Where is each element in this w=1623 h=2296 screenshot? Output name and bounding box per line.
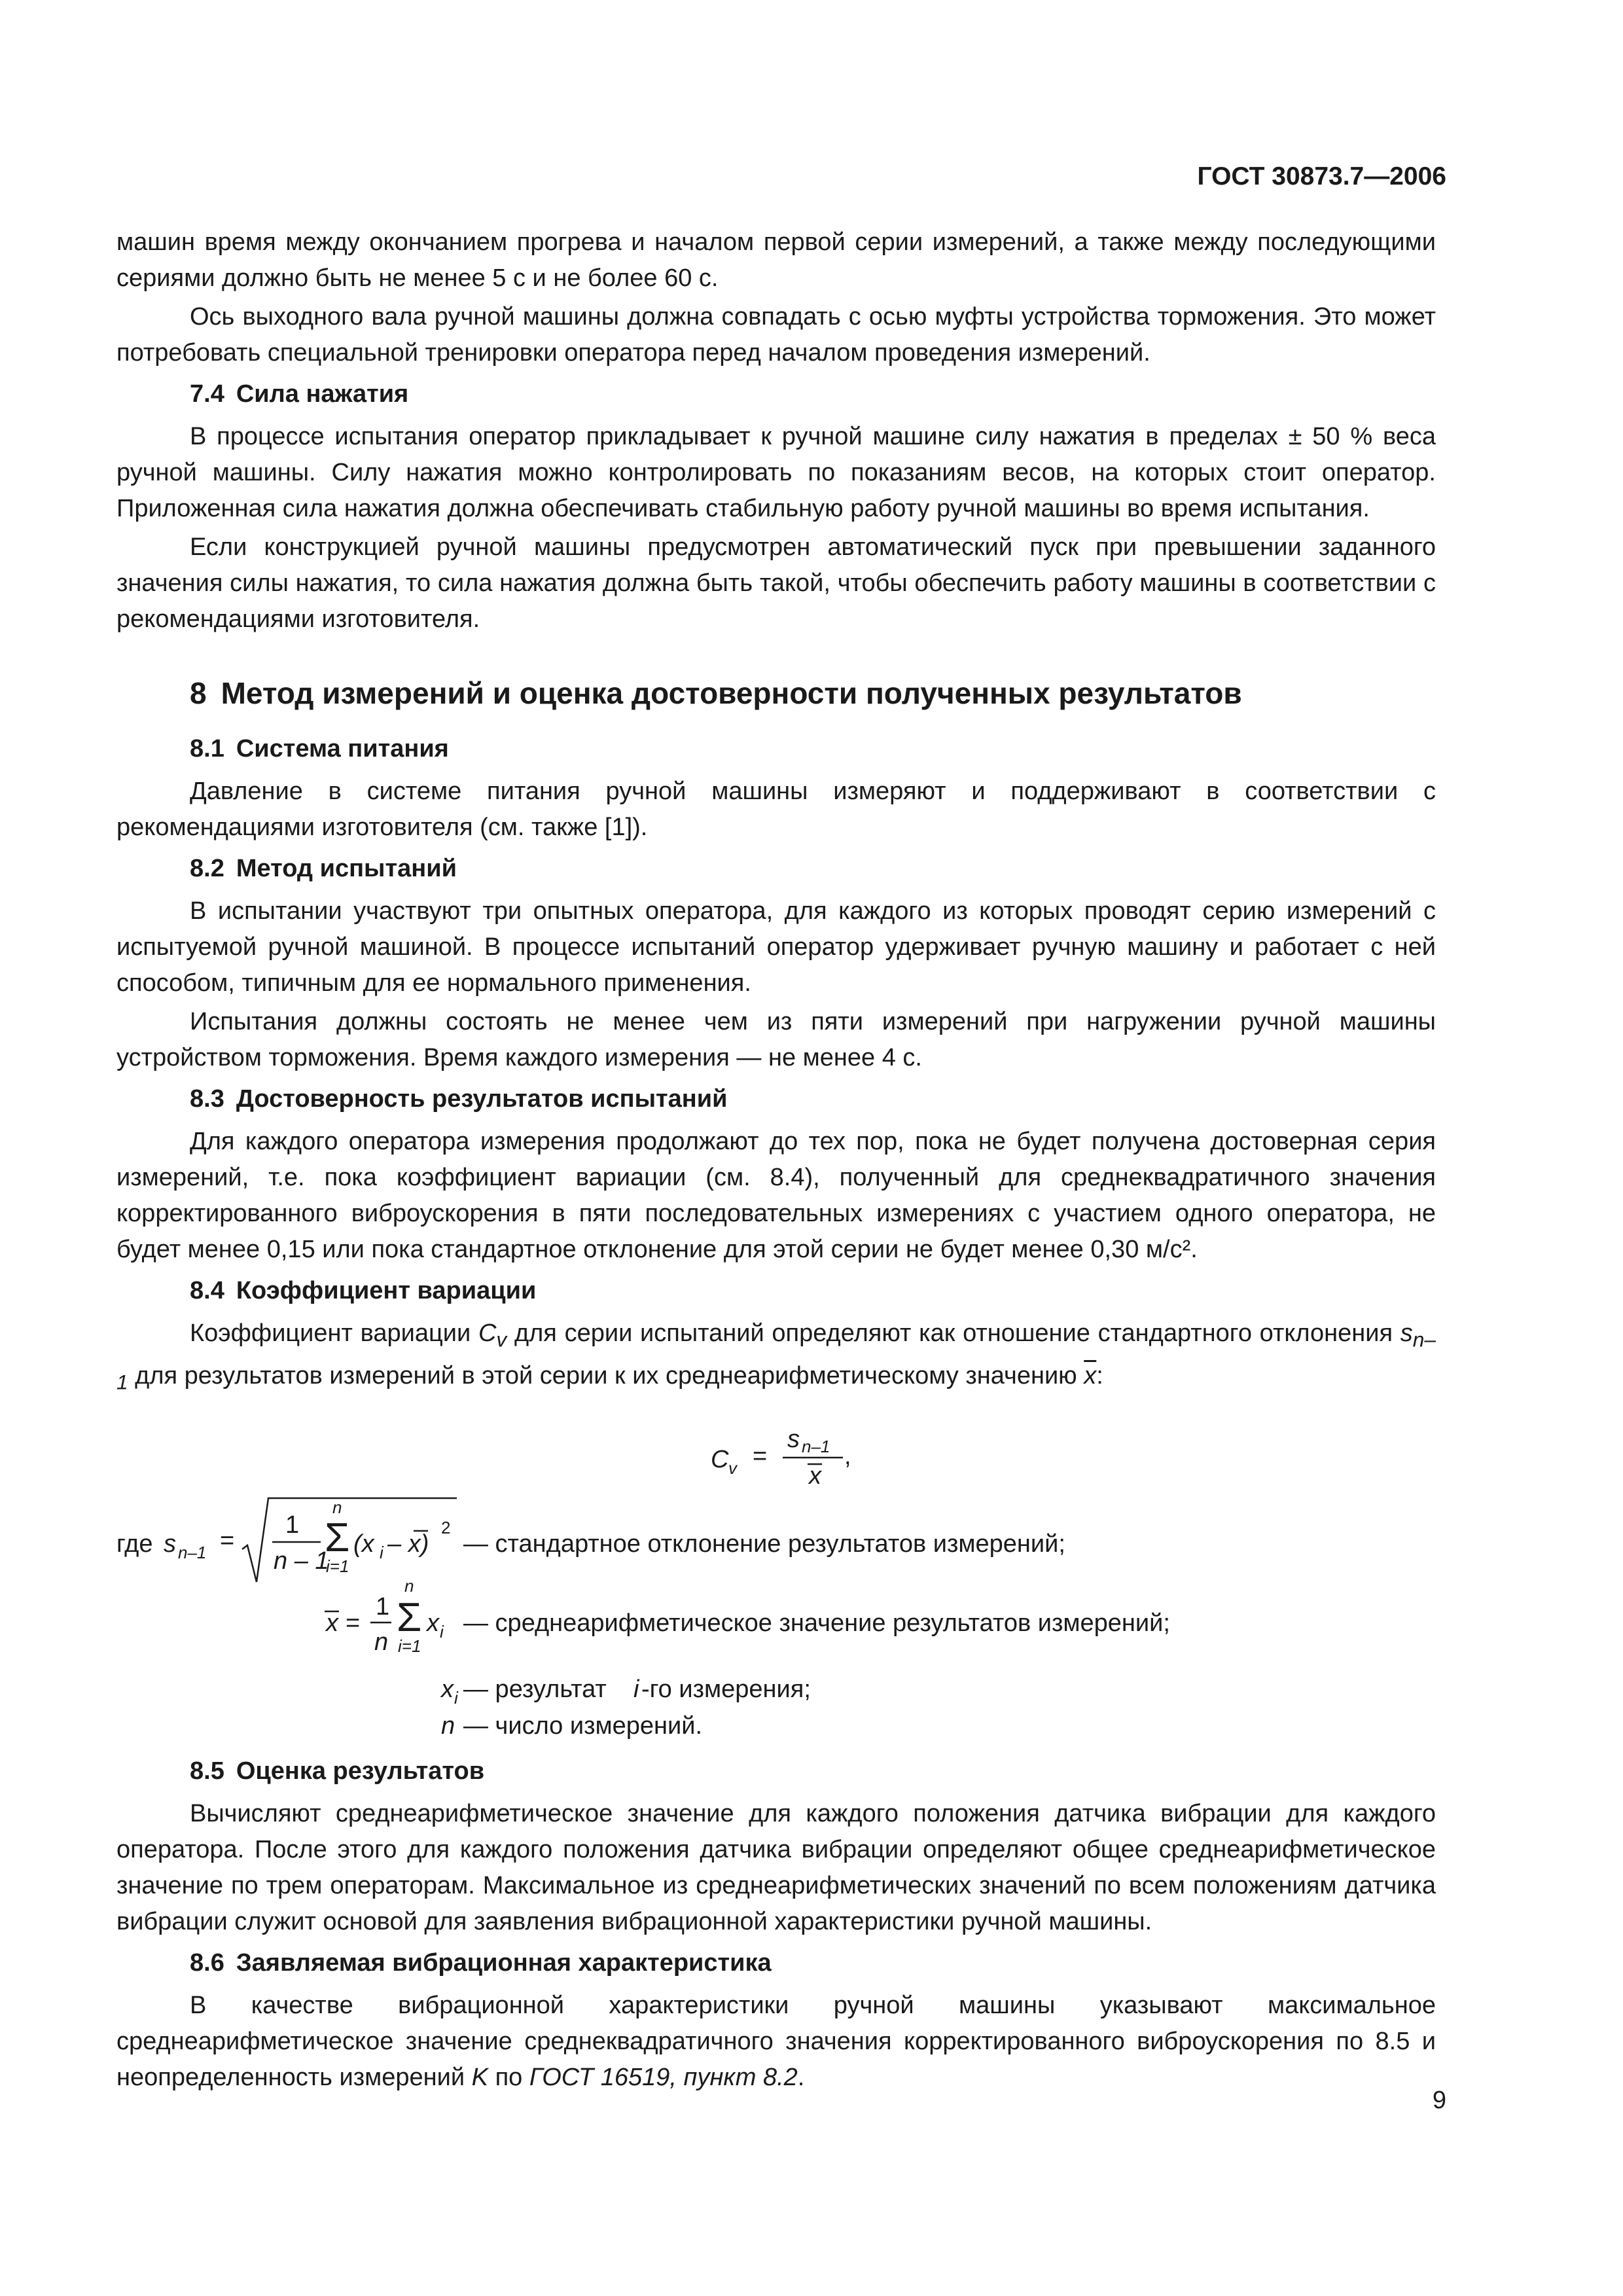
section-number: 8 [190,676,207,710]
page-body [116,224,1436,2098]
std-dev-description: — стандартное отклонение результатов измерений; [463,1530,1065,1558]
sum-upper: n [332,1498,342,1518]
paragraph-shaft-alignment: Ось выходного вала ручной машины должна совпадать с осью муфты устройства торможения. Это может потребовать специальной тренировки оператора перед началом проведения измерений. [116,303,1436,367]
numerator-s-subscript: n–1 [802,1437,830,1457]
subsection-8-1-heading [190,731,1436,767]
subsection-title: Достоверность результатов испытаний [236,1085,728,1113]
subsection-number: 8.4 [190,1277,224,1304]
subsection-title: Оценка результатов [236,1757,485,1785]
sigma-symbol: Σ [397,1595,422,1641]
paragraph-declared-vibration [116,1988,1436,2096]
subsection-number: 8.6 [190,1949,224,1977]
subsection-title: Система питания [236,735,449,762]
term-open: (x [353,1530,374,1558]
subsection-8-2-heading [190,851,1436,887]
equals-sign: = [753,1443,768,1471]
formula-n-def [441,1712,702,1740]
subsection-number: 8.2 [190,855,224,882]
symbol-cv-subscript: v [496,1327,507,1352]
subsection-number: 8.1 [190,735,224,762]
n-description: — число измерений. [463,1712,703,1740]
s-subscript: n–1 [178,1543,207,1563]
xi-description-a: — результат [463,1676,607,1704]
xi-symbol: x [441,1676,454,1704]
paragraph-auto-start: Если конструкцией ручной машины предусмотрен автоматический пуск при превышении заданного значения силы нажатия, то сила нажатия должна быть такой, чтобы обеспечить работу машины в соответствии с рекомендациями изготовителя. [116,533,1436,633]
one: 1 [376,1593,390,1621]
n-symbol: n [441,1712,455,1740]
document-code: ГОСТ 30873.7—2006 [1197,162,1446,190]
formula-xi-def [440,1676,811,1708]
subsection-number: 8.3 [190,1085,224,1113]
formula-mean [325,1576,1170,1656]
subsection-8-6-heading [190,1945,1436,1981]
paragraph-power-supply: Давление в системе питания ручной машины измеряют и поддерживают в соответствии с рекомендациями изготовителя (см. также [1]). [116,778,1436,841]
where-word: где [116,1530,153,1558]
text-run: для серии испытаний определяют как отношение стандартного отклонения [507,1319,1400,1347]
subsection-title: Метод испытаний [236,855,457,882]
subsection-title: Коэффициент вариации [236,1277,537,1304]
paragraph-continuation: машин время между окончанием прогрева и началом первой серии измерений, а также между последующими сериями должно быть не менее 5 с и не более 60 с. [116,228,1436,292]
mean-description: — среднеарифметическое значение результатов измерений; [463,1609,1170,1638]
symbol-x-bar: $\overline{x}$ [1084,1361,1097,1390]
subsection-8-3-heading [190,1081,1436,1117]
paragraph-operators: В испытании участвуют три опытных оператора, для каждого из которых проводят серию измерений с испытуемой ручной машиной. В процессе испытаний оператор удерживает ручную машину и работает с ней способом, типичным для ее нормального применения. [116,897,1436,997]
section-8-heading [190,675,1436,711]
sum-lower: i=1 [326,1556,349,1577]
paragraph-reliability: Для каждого оператора измерения продолжают до тех пор, пока не будет получена достоверная серия измерений, т.е. пока коэффициент вариации (см. 8.4), полученный для среднеквадратичного значения корректированного виброускорения в пяти последовательных измерениях с участием одного оператора, не будет менее 0,15 или пока стандартное отклонение для этой серии не будет менее 0,30 м/с². [116,1128,1436,1263]
formula-std-dev [116,1498,1065,1582]
denominator-x-bar: x [809,1462,821,1490]
section-title: Метод измерений и оценка достоверности полученных результатов [221,676,1242,710]
symbol-cv: C [478,1319,497,1347]
page-number: 9 [1432,2087,1446,2114]
symbol-s: s [1400,1319,1413,1347]
s-symbol: s [164,1530,176,1558]
sum-upper: n [404,1576,414,1596]
text-run: по [488,2064,529,2092]
equals-sign: = [346,1609,361,1638]
subsection-title: Заявляемая вибрационная характеристика [236,1949,772,1977]
one: 1 [285,1511,300,1539]
cv-symbol: C [711,1446,729,1474]
term-subscript: i [380,1543,383,1563]
sum-lower: i=1 [398,1636,421,1657]
standard-reference: ГОСТ 16519, пункт 8.2 [529,2064,798,2092]
sigma-symbol: Σ [325,1515,350,1561]
paragraph-evaluation: Вычисляют среднеарифметическое значение для каждого положения датчика вибрации для каждого оператора. После этого для каждого положения датчика вибрации определяют общее среднеарифметическое значение по трем операторам. Максимальное из среднеарифметических значений по всем положениям датчика вибрации служит основой для заявления вибрационной характеристики ручной машины. [116,1800,1436,1936]
xi-description-i: i [633,1676,639,1704]
formula-block [116,1407,1436,1773]
comma: , [844,1443,851,1471]
subsection-7-4-heading [190,376,1436,412]
subsection-number: 7.4 [190,380,224,408]
term-rest: – x) [387,1530,429,1558]
xi-symbol: x [427,1609,439,1638]
cv-subscript: v [728,1458,737,1479]
exponent: 2 [441,1518,451,1538]
numerator-s: s [787,1426,800,1454]
text-run: Коэффициент вариации [190,1319,478,1347]
text-run: В качестве вибрационной характеристики ручной машины указывают максимальное среднеарифметическое значение среднеквадратичного значения корректированного виброускорения по 8.5 и неопределенность измерений [116,1992,1436,2092]
x-bar: x [326,1609,338,1638]
text-run: для результатов измерений в этой серии к их среднеарифметическому значению [128,1361,1084,1390]
text-run: . [797,2064,805,2092]
xi-subscript: i [454,1688,458,1708]
paragraph-measurements: Испытания должны состоять не менее чем из пяти измерений при нагружении ручной машины устройством торможения. Время каждого измерения — не менее 4 с. [116,1008,1436,1071]
text-run: : [1096,1361,1103,1390]
paragraph-feed-force: В процессе испытания оператор прикладывает к ручной машине силу нажатия в пределах ± 50 % веса ручной машины. Силу нажатия можно контролировать по показаниям весов, на которых стоит оператор. Приложенная сила нажатия должна обеспечивать стабильную работу ручной машины во время испытания. [116,423,1436,522]
n-denominator: n [374,1628,389,1657]
xi-subscript: i [440,1622,444,1642]
n-minus-one: n – 1 [274,1547,329,1575]
symbol-k: K [471,2064,489,2092]
subsection-8-4-heading [190,1273,1436,1309]
symbol-s-subscript: n–1 [116,1327,1436,1394]
equals-sign: = [220,1527,235,1555]
formula-cv [711,1426,851,1490]
subsection-number: 8.5 [190,1757,224,1785]
formula-svg [116,1407,1436,1773]
paragraph-variation-coefficient [116,1316,1436,1400]
subsection-title: Сила нажатия [236,380,409,408]
xi-description-b: -го измерения; [641,1676,811,1704]
